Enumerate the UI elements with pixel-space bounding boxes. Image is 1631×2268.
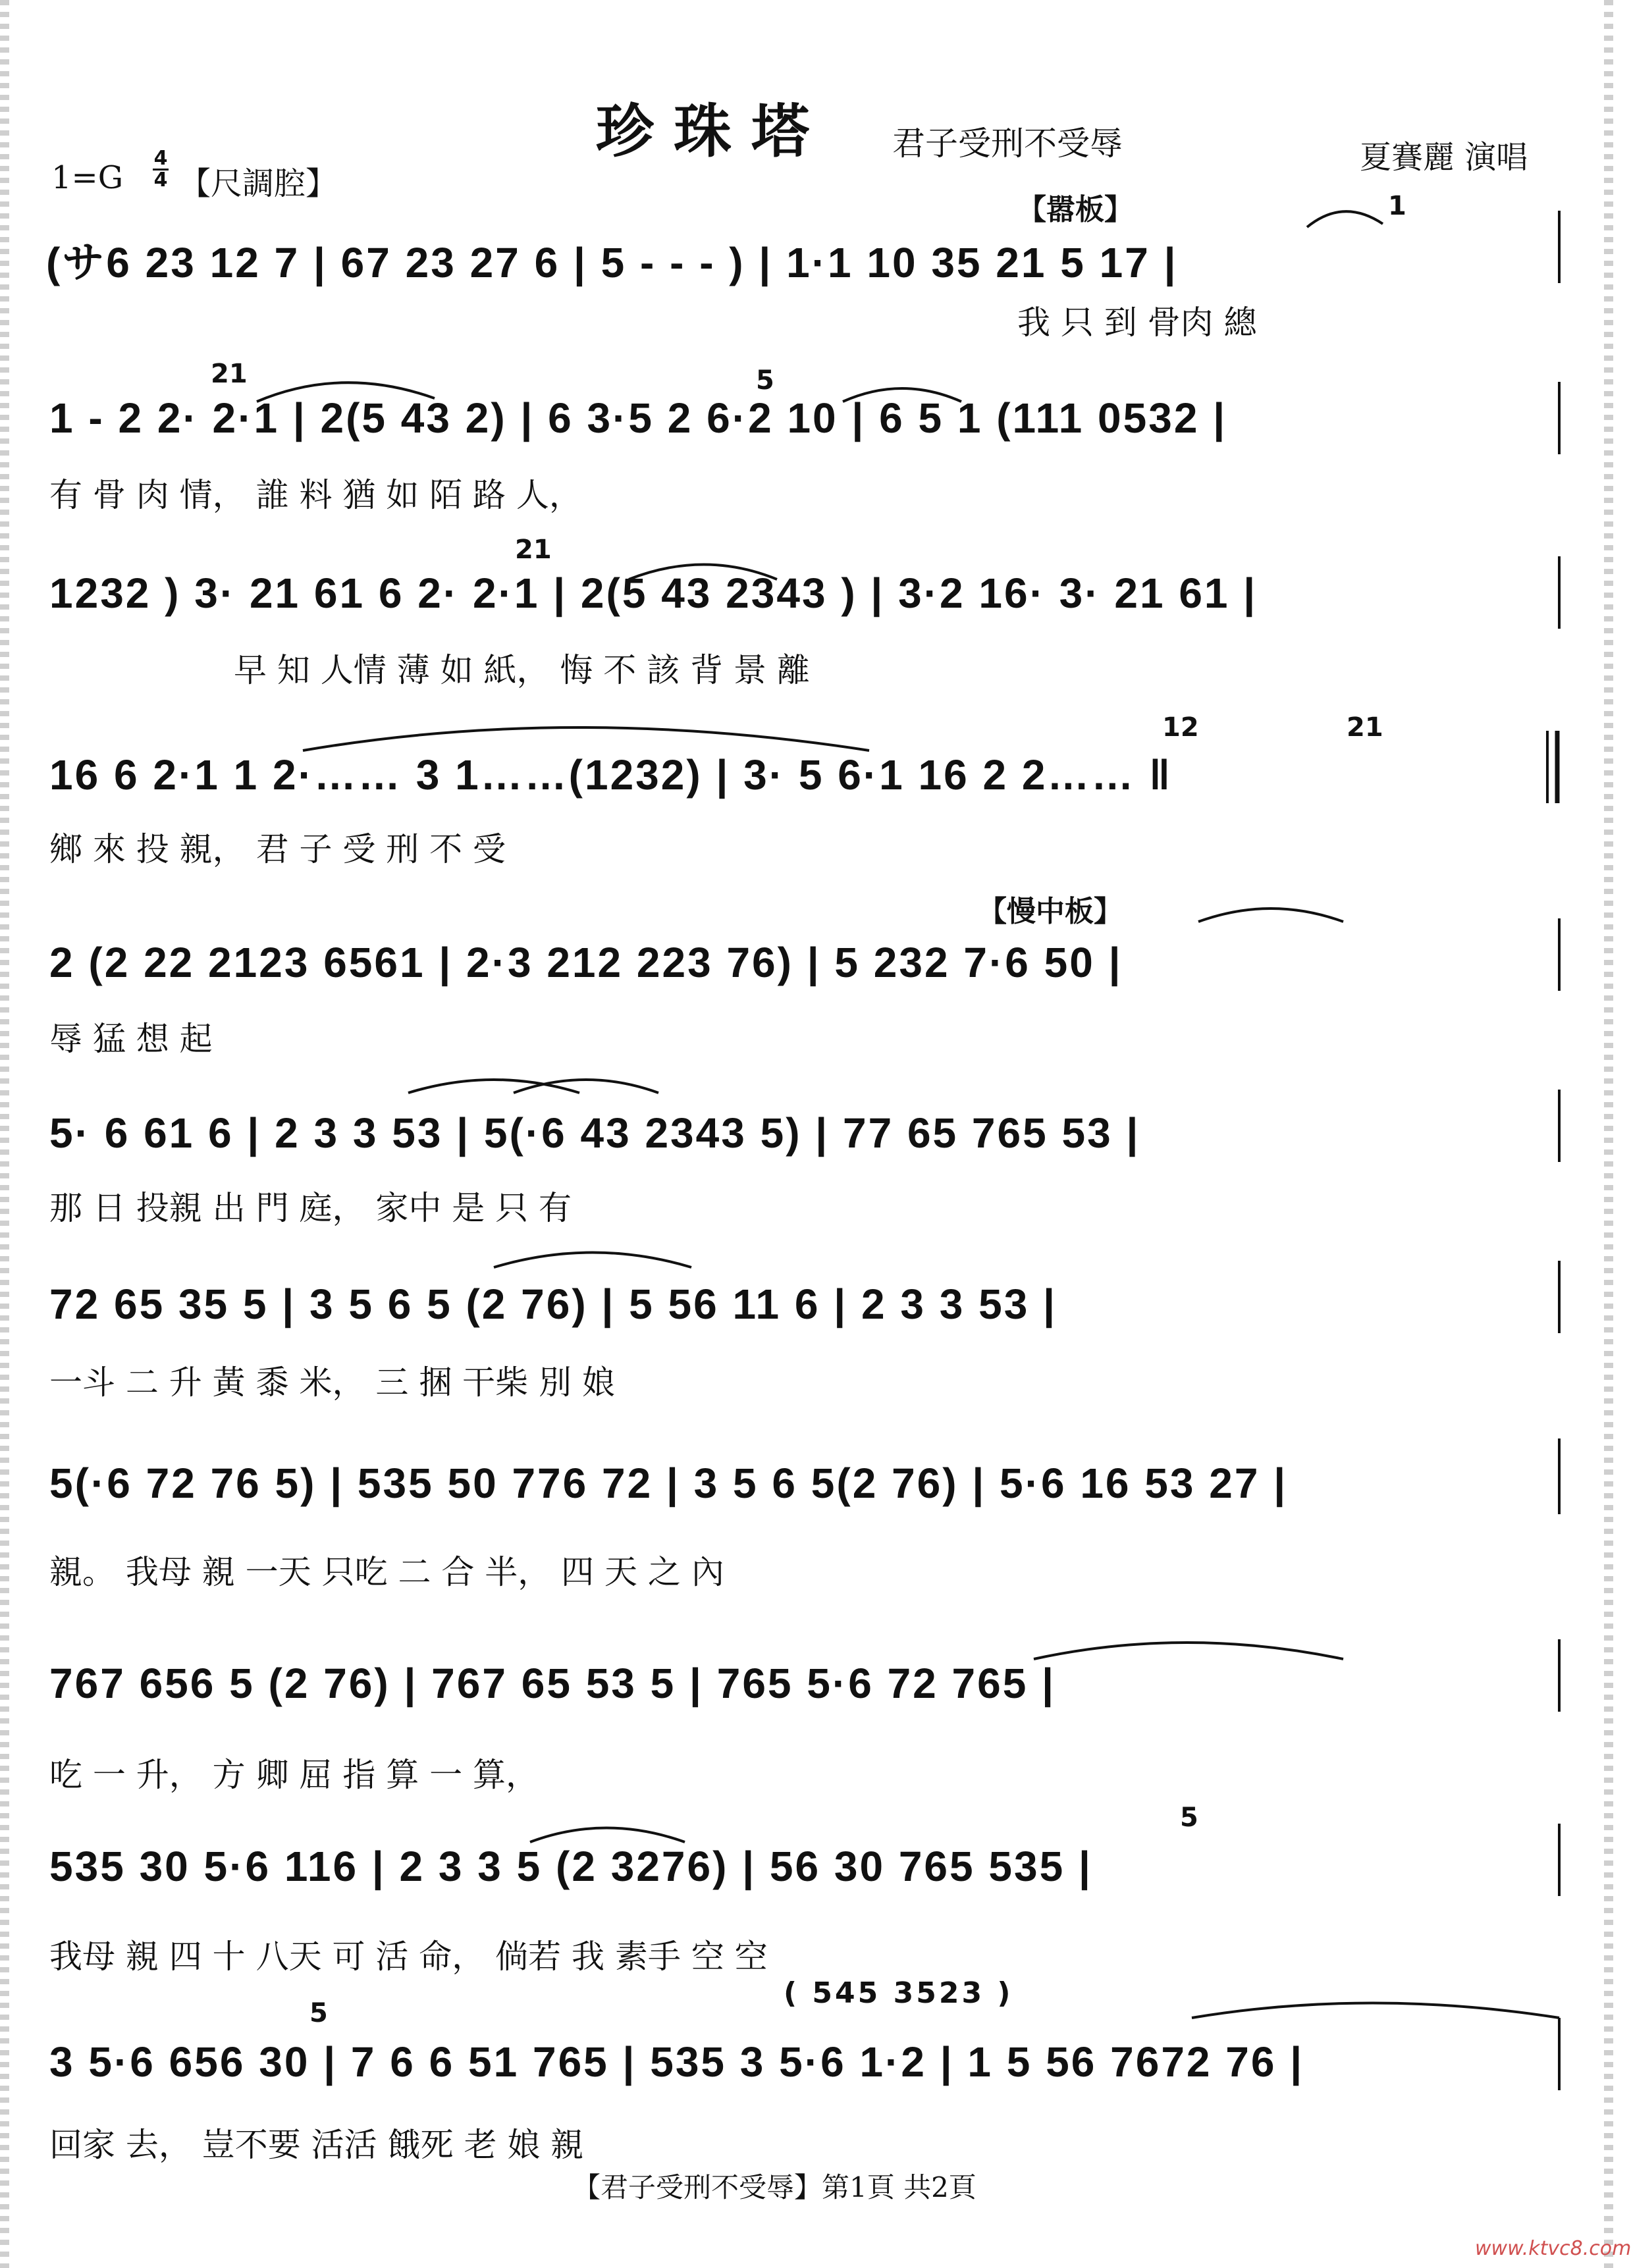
grace-note-8: 5 [309,1998,328,2028]
notation-line-6: 5· 6 61 6 | 2 3 3 53 | 5(·6 43 2343 5) | 77 65 765 53 | [49,1109,1140,1157]
notation-line-8: 5(·6 72 76 5) | 535 50 776 72 | 3 5 6 5(2 76) | 5·6 16 53 27 | [49,1460,1288,1507]
lyrics-line-4: 鄉 來 投 親， 君 子 受 刑 不 受 [49,830,506,868]
slur [843,388,961,402]
performer-credit: 夏賽麗 演唱 [1360,139,1528,176]
lyrics-line-6: 那 日 投親 出 門 庭， 家中 是 只 有 [49,1189,572,1227]
grace-note-1: 21 [211,359,248,389]
ornament-bracket: ( 545 3523 ) [784,1976,1013,2010]
grace-note-7: 5 [1180,1803,1198,1833]
slur [629,565,777,580]
lyrics-line-5: 辱 猛 想 起 [49,1020,213,1058]
slur [494,1253,691,1268]
time-signature-top: 4 [153,147,168,170]
notation-line-3: 1232 ) 3· 21 61 6 2· 2·1 | 2(5 43 2343 ) | 3·2 16· 3· 21 61 | [49,569,1258,617]
watermark: www.ktvc8.com [1475,2237,1631,2260]
notation-line-5: 2 (2 22 2123 6561 | 2·3 212 223 76) | 5 232 7·6 50 | [49,939,1123,986]
key-signature: 1=G [51,159,124,196]
page-footer: 【君子受刑不受辱】第1頁 共2頁 [573,2171,976,2203]
slur [1198,909,1343,922]
mode-marking: 【尺調腔】 [179,165,338,202]
slur [257,382,435,402]
tempo-marking-1: 【嚣板】 [1017,193,1133,226]
notation-line-7: 72 65 35 5 | 3 5 6 5 (2 76) | 5 56 11 6 | 2 3 3 53 | [49,1280,1057,1328]
notation-line-4: 16 6 2·1 1 2·…… 3 1……(1232) | 3· 5 6·1 16 2 2…… ‖ [49,751,1173,799]
lyrics-line-11: 回家 去， 豈不要 活活 餓死 老 娘 親 [49,2126,584,2164]
slur [303,727,869,751]
time-signature-bottom: 4 [153,169,168,192]
grace-note-6: 21 [1347,712,1383,743]
slur [530,1828,685,1843]
lyrics-line-1: 我 只 到 骨肉 總 [1017,303,1257,342]
grace-note-5: 12 [1162,712,1199,743]
song-subtitle: 君子受刑不受辱 [892,124,1123,163]
lyrics-line-10: 我母 親 四 十 八天 可 活 命， 倘若 我 素手 空 空 [49,1938,768,1976]
tempo-marking-2: 【慢中板】 [978,895,1123,928]
lyrics-line-2: 有 骨 肉 情， 誰 料 猶 如 陌 路 人， [49,476,582,514]
lyrics-line-9: 吃 一 升， 方 卿 屈 指 算 一 算， [49,1756,539,1794]
grace-note-3: 1 [1388,191,1406,221]
slur [1192,2003,1559,2018]
lyrics-line-3: 早 知 人情 薄 如 紙， 悔 不 該 背 景 離 [234,651,810,689]
slur [1307,211,1383,227]
song-title: 珍珠塔 [596,97,830,165]
slur [1034,1643,1343,1659]
notation-line-9: 767 656 5 (2 76) | 767 65 53 5 | 765 5·6 72 765 | [49,1660,1056,1707]
notation-line-10: 535 30 5·6 116 | 2 3 3 5 (2 3276) | 56 30 765 535 | [49,1843,1092,1890]
grace-note-2: 5 [756,365,774,396]
notation-line-11: 3 5·6 656 30 | 7 6 6 51 765 | 535 3 5·6 1·2 | 1 5 56 7672 76 | [49,2038,1304,2086]
lyrics-line-8: 親。 我母 親 一天 只吃 二 合 半， 四 天 之 內 [49,1553,724,1591]
grace-note-4: 21 [515,535,552,565]
lyrics-line-7: 一斗 二 升 黃 黍 米， 三 捆 干柴 別 娘 [49,1363,615,1402]
notation-line-2: 1 - 2 2· 2·1 | 2(5 43 2) | 6 3·5 2 6·2 10 | 6 5 1 (111 0532 | [49,394,1227,442]
notation-line-1: (サ6 23 12 7 | 67 23 27 6 | 5 - - - ) | 1·1 10 35 21 5 17 | [46,239,1178,286]
